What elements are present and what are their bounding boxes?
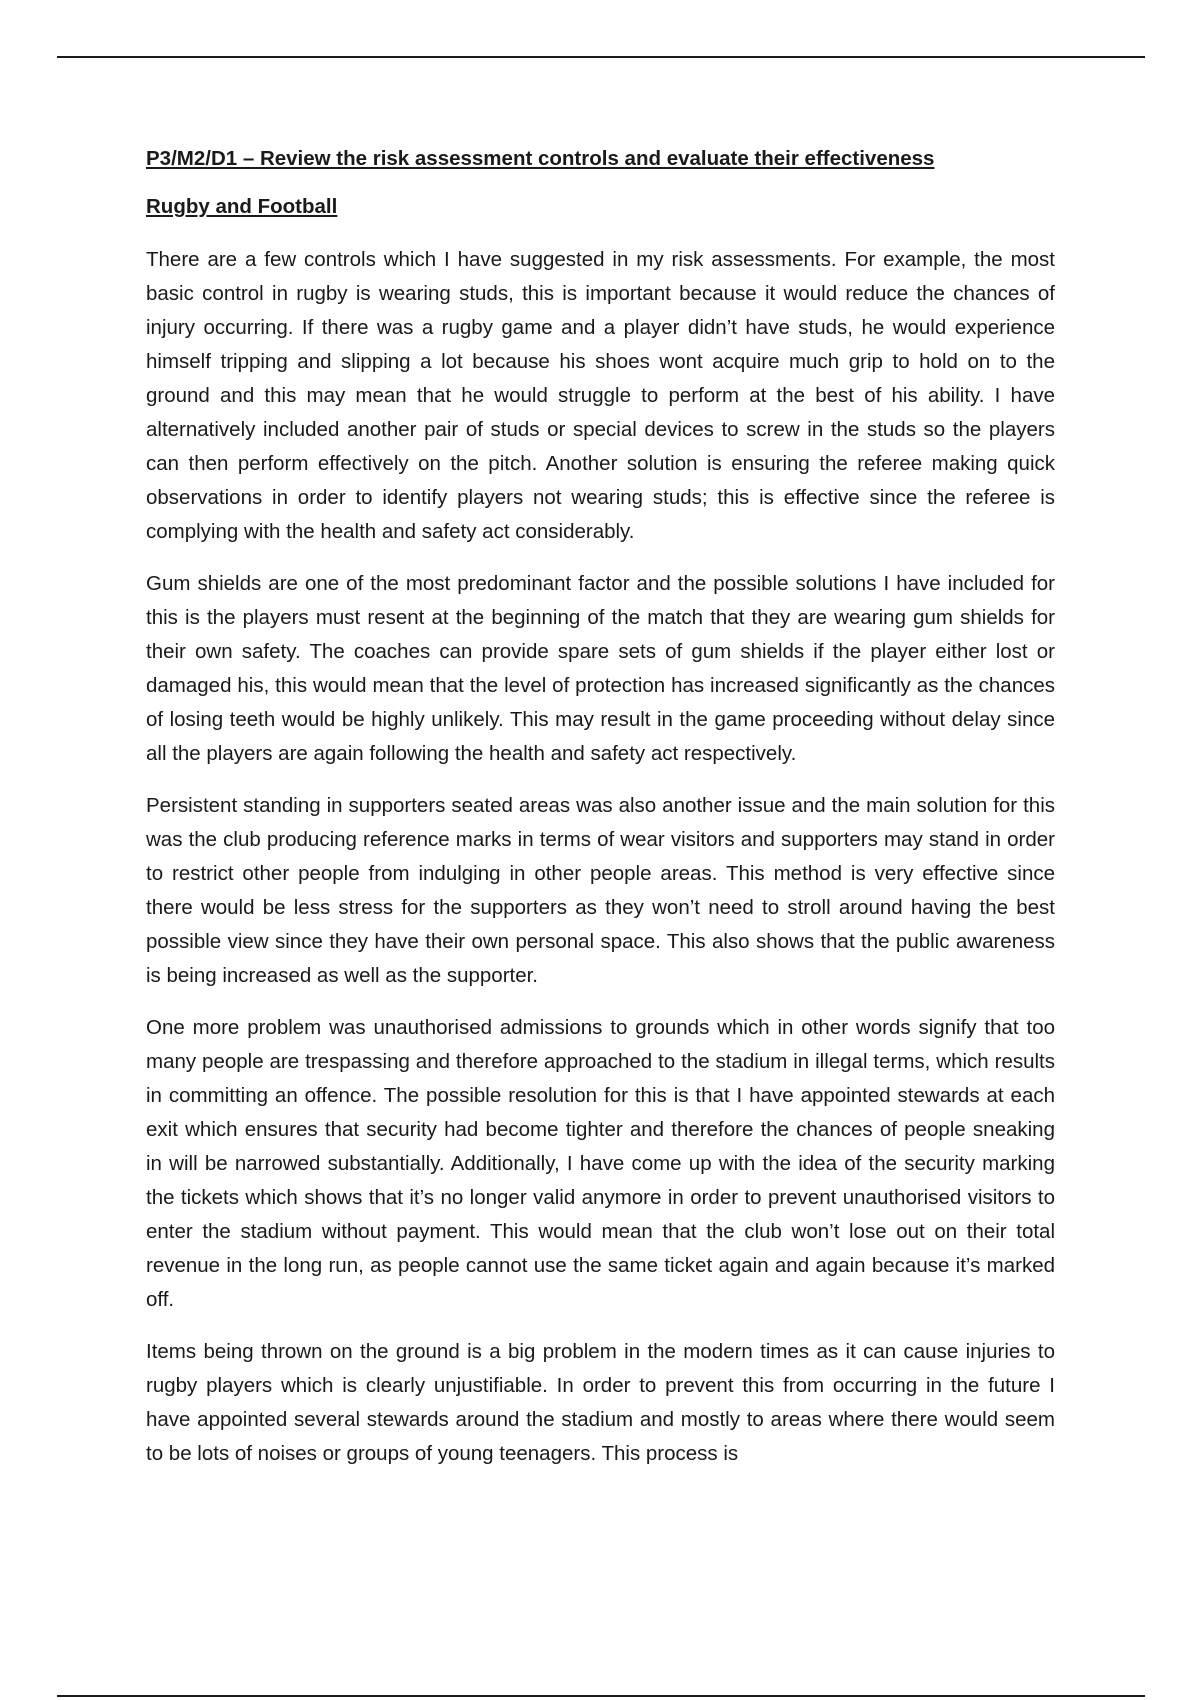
paragraph-gum-shields: Gum shields are one of the most predominant factor and the possible solutions I have included for this is the players must resent at the beginning of the match that they are wearing gum shields for their own safety. The coaches can provide spare sets of gum shields if the player either lost or damaged his, this would mean that the level of protection has increased significantly as the chances of losing teeth would be highly unlikely. This may result in the game proceeding without delay since all the players are again following the health and safety act respectively.	[146, 572, 1055, 765]
paragraph-thrown-items: Items being thrown on the ground is a big problem in the modern times as it can cause injuries to rugby players which is clearly unjustifiable. In order to prevent this from occurring in the future I have appointed several stewards around the stadium and mostly to areas where there would seem to be lots of noises or groups of young teenagers. This process is	[146, 1340, 1055, 1465]
paragraph-admissions: One more problem was unauthorised admissions to grounds which in other words signify that too many people are trespassing and therefore approached to the stadium in illegal terms, which results in committing an offence. The possible resolution for this is that I have appointed stewards at each exit which ensures that security had become tighter and therefore the chances of people sneaking in will be narrowed substantially. Additionally, I have come up with the idea of the security marking the tickets which shows that it’s no longer valid anymore in order to prevent unauthorised visitors to enter the stadium without payment. This would mean that the club won’t lose out on their total revenue in the long run, as people cannot use the same ticket again and again because it’s marked off.	[146, 1016, 1055, 1311]
paragraph-studs: There are a few controls which I have suggested in my risk assessments. For example, the most basic control in rugby is wearing studs, this is important because it would reduce the chances of injury occurring. If there was a rugby game and a player didn’t have studs, he would experience himself tripping and slipping a lot because his shoes wont acquire much grip to hold on to the ground and this may mean that he would struggle to perform at the best of his ability. I have alternatively included another pair of studs or special devices to screw in the studs so the players can then perform effectively on the pitch. Another solution is ensuring the referee making quick observations in order to identify players not wearing studs; this is effective since the referee is complying with the health and safety act considerably.	[146, 248, 1055, 543]
section-heading: Rugby and Football	[146, 195, 338, 218]
footer-rule	[57, 1695, 1145, 1697]
paragraph-standing: Persistent standing in supporters seated areas was also another issue and the main solution for this was the club producing reference marks in terms of wear visitors and supporters may stand in order to restrict other people from indulging in other people areas. This method is very effective since there would be less stress for the supporters as they won’t need to stroll around having the best possible view since they have their own personal space. This also shows that the public awareness is being increased as well as the supporter.	[146, 794, 1055, 987]
header-rule	[57, 56, 1145, 58]
document-title: P3/M2/D1 – Review the risk assessment controls and evaluate their effectiveness	[146, 147, 935, 170]
document-body	[146, 145, 1055, 1489]
